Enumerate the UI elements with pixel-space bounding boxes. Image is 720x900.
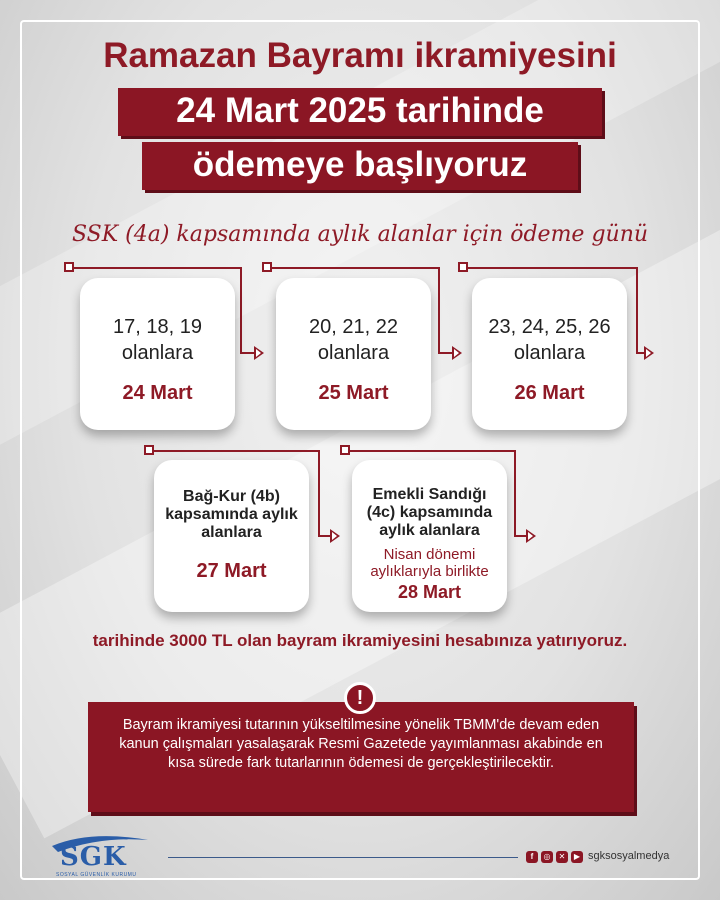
card-days: 17, 18, 19: [113, 316, 202, 338]
connector-line: [240, 267, 242, 353]
payment-card-1: [80, 278, 235, 430]
connector-line: [350, 450, 516, 452]
card-date: 27 Mart: [196, 560, 267, 582]
card-date: 25 Mart: [318, 382, 389, 404]
card-date: 28 Mart: [397, 582, 462, 602]
connector-line: [636, 352, 644, 354]
connector-dot: [144, 445, 154, 455]
arrow-icon: [452, 346, 462, 360]
card-note: Nisan dönemi aylıklarıyla birlikte: [370, 546, 489, 580]
subtitle: SSK (4a) kapsamında aylık alanlar için ödeme günü: [71, 222, 649, 247]
footer-divider: [168, 857, 518, 858]
youtube-icon[interactable]: ▶: [571, 851, 583, 863]
x-icon[interactable]: ✕: [556, 851, 568, 863]
connector-line: [154, 450, 320, 452]
sgk-logo-subtitle: SOSYAL GÜVENLİK KURUMU: [56, 872, 137, 878]
connector-line: [318, 450, 320, 536]
connector-line: [438, 267, 440, 353]
card-label: Bağ-Kur (4b) kapsamında aylık alanlara: [165, 488, 298, 541]
card-suffix: olanlara: [513, 342, 586, 364]
connector-line: [272, 267, 440, 269]
payment-card-4: [154, 460, 309, 612]
connector-line: [514, 450, 516, 536]
connector-line: [636, 267, 638, 353]
connector-dot: [262, 262, 272, 272]
instagram-icon[interactable]: ◎: [541, 851, 553, 863]
title-line-1: Ramazan Bayramı ikramiyesini: [103, 36, 617, 75]
connector-dot: [340, 445, 350, 455]
card-date: 24 Mart: [122, 382, 193, 404]
payment-card-2: [276, 278, 431, 430]
connector-dot: [458, 262, 468, 272]
connector-line: [74, 267, 242, 269]
facebook-icon[interactable]: f: [526, 851, 538, 863]
arrow-icon: [254, 346, 264, 360]
card-suffix: olanlara: [121, 342, 194, 364]
card-label: Emekli Sandığı (4c) kapsamında aylık alanlara: [366, 486, 493, 539]
card-days: 23, 24, 25, 26: [488, 316, 611, 338]
warning-icon: !: [344, 682, 376, 714]
social-handle[interactable]: sgksosyalmedya: [588, 850, 670, 862]
arrow-icon: [330, 529, 340, 543]
payment-card-3: [472, 278, 627, 430]
card-suffix: olanlara: [317, 342, 390, 364]
notice-box: [88, 702, 634, 812]
payment-card-5: [352, 460, 507, 612]
title-banner-1: 24 Mart 2025 tarihinde: [118, 88, 602, 136]
arrow-icon: [526, 529, 536, 543]
bottom-statement: tarihinde 3000 TL olan bayram ikramiyesini hesabınıza yatırıyoruz.: [92, 631, 628, 650]
title-banner-2: ödemeye başlıyoruz: [142, 142, 578, 190]
sgk-logo: SGK: [60, 842, 127, 872]
card-date: 26 Mart: [514, 382, 585, 404]
arrow-icon: [644, 346, 654, 360]
connector-line: [468, 267, 636, 269]
connector-dot: [64, 262, 74, 272]
notice-text: Bayram ikramiyesi tutarının yükseltilmesine yönelik TBMM'de devam eden kanun çalışmaları yasalaşarak Resmi Gazetede yayımlanması akabinde en kısa sürede fark tutarlarının ödemesi de gerçekleştirilecektir.: [119, 717, 603, 771]
card-days: 20, 21, 22: [309, 316, 398, 338]
